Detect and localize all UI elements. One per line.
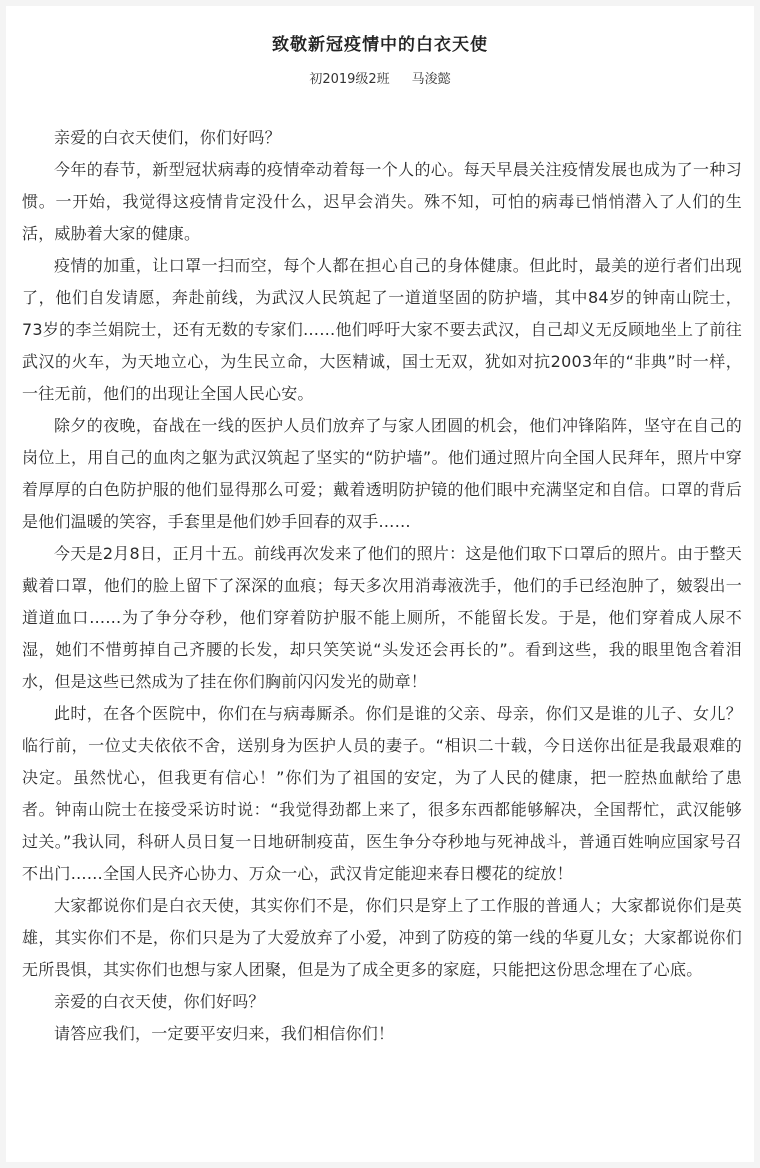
paragraph: 此时，在各个医院中，你们在与病毒厮杀。你们是谁的父亲、母亲，你们又是谁的儿子、女儿？临行前，一位丈夫依依不舍，送别身为医护人员的妻子。“相识二十载，今日送你出征是我最艰难的决定。虽然忧心，但我更有信心！”你们为了祖国的安定，为了人民的健康，把一腔热血献给了患者。钟南山院士在接受采访时说：“我觉得劲都上来了，很多东西都能够解决，全国帮忙，武汉能够过关。”我认同，科研人员日复一日地研制疫苗，医生争分夺秒地与死神战斗，普通百姓响应国家号召不出门……全国人民齐心协力、万众一心，武汉肯定能迎来春日樱花的绽放！ bbox=[22, 704, 742, 883]
author-name: 马浚懿 bbox=[411, 72, 451, 87]
class-label: 初2019级2班 bbox=[309, 72, 390, 87]
article-body bbox=[22, 122, 742, 1050]
paragraph: 大家都说你们是白衣天使，其实你们不是，你们只是穿上了工作服的普通人；大家都说你们是英雄，其实你们不是，你们只是为了大爱放弃了小爱，冲到了防疫的第一线的华夏儿女；大家都说你们无所畏惧，其实你们也想与家人团聚，但是为了成全更多的家庭，只能把这份思念埋在了心底。 bbox=[22, 896, 742, 979]
paragraph: 今年的春节，新型冠状病毒的疫情牵动着每一个人的心。每天早晨关注疫情发展也成为了一种习惯。一开始，我觉得这疫情肯定没什么，迟早会消失。殊不知，可怕的病毒已悄悄潜入了人们的生活，威胁着大家的健康。 bbox=[22, 160, 742, 243]
paragraph: 今天是2月8日，正月十五。前线再次发来了他们的照片：这是他们取下口罩后的照片。由于整天戴着口罩，他们的脸上留下了深深的血痕；每天多次用消毒液洗手，他们的手已经泡肿了，皴裂出一道道血口……为了争分夺秒，他们穿着防护服不能上厕所，不能留长发。于是，他们穿着成人尿不湿，她们不惜剪掉自己齐腰的长发，却只笑笑说“头发还会再长的”。看到这些，我的眼里饱含着泪水，但是这些已然成为了挂在你们胸前闪闪发光的勋章！ bbox=[22, 544, 742, 691]
paragraph-greeting: 亲爱的白衣天使们，你们好吗？ bbox=[54, 128, 281, 147]
article-title: 致敬新冠疫情中的白衣天使 bbox=[272, 35, 488, 55]
byline bbox=[6, 68, 754, 87]
paragraph-closing: 请答应我们，一定要平安归来，我们相信你们！ bbox=[54, 1024, 395, 1043]
document-page bbox=[6, 6, 754, 1162]
paragraph-closing-greeting: 亲爱的白衣天使，你们好吗？ bbox=[54, 992, 265, 1011]
paragraph: 除夕的夜晚，奋战在一线的医护人员们放弃了与家人团圆的机会，他们冲锋陷阵，坚守在自己的岗位上，用自己的血肉之躯为武汉筑起了坚实的“防护墙”。他们通过照片向全国人民拜年，照片中穿着厚厚的白色防护服的他们显得那么可爱；戴着透明防护镜的他们眼中充满坚定和自信。口罩的背后是他们温暖的笑容，手套里是他们妙手回春的双手…… bbox=[22, 416, 742, 531]
paragraph: 疫情的加重，让口罩一扫而空，每个人都在担心自己的身体健康。但此时，最美的逆行者们出现了，他们自发请愿，奔赴前线，为武汉人民筑起了一道道坚固的防护墙，其中84岁的钟南山院士，73岁的李兰娟院士，还有无数的专家们……他们呼吁大家不要去武汉，自己却义无反顾地坐上了前往武汉的火车，为天地立心，为生民立命，大医精诚，国士无双，犹如对抗2003年的“非典”时一样，一往无前，他们的出现让全国人民心安。 bbox=[22, 256, 742, 403]
